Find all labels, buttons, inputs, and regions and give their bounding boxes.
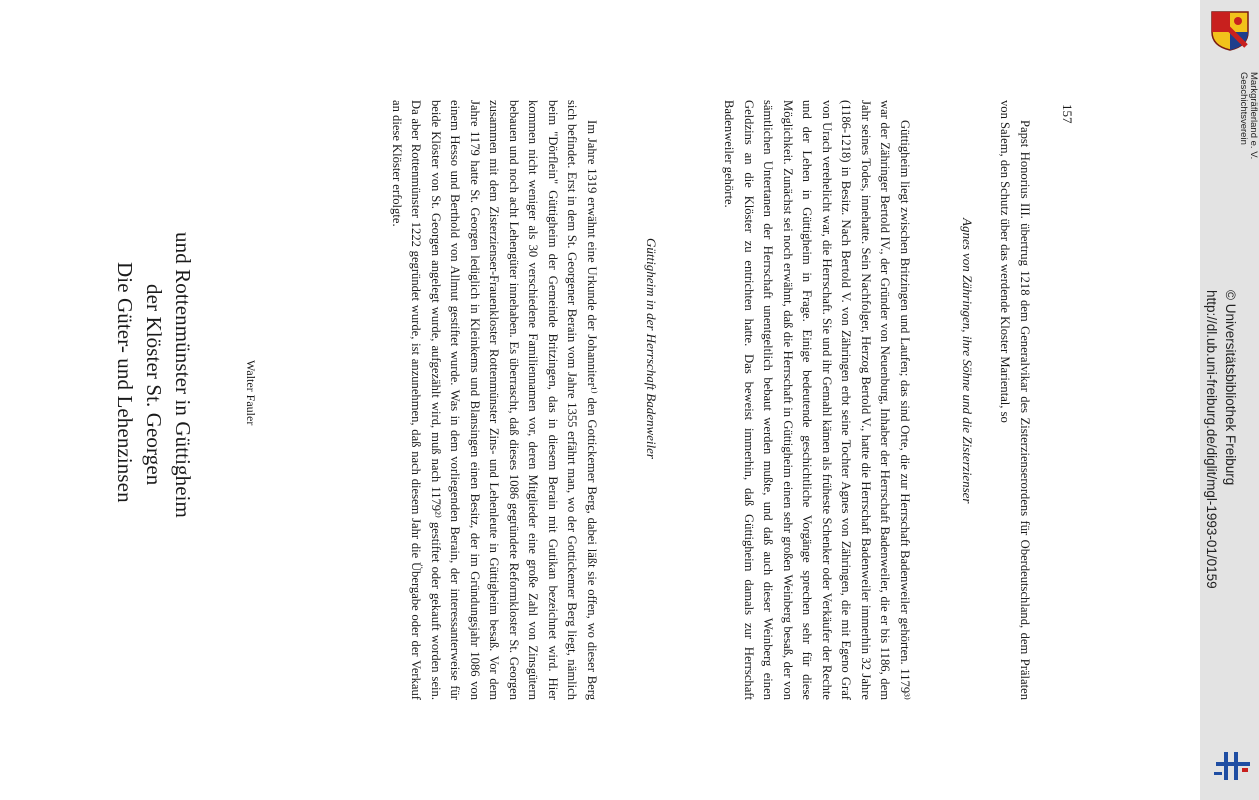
article-title-line-3: und Rottenmünster in Güttigheim (171, 232, 195, 518)
paragraph-badenweiler-text: Güttigheim liegt zwischen Britzingen und Laufen; das sind Orte, die zur Herrschaft Badenweiler gehörten. 1179³⁾ war der Zähringer Bertold IV., der Gründer von Neuenburg, Inhaber der Herrschaft Badenweiler, die er bis 1186, dem Jahr seines Todes, innehatte. Sein Nachfolger, Herzog Bertold V., hatte die Herrschaft Badenweiler immerhin 32 Jahre (1186-1218) in Besitz. Nach Bertold V. von Zähringen erbt seine Tochter Agnes von Zähringen, die mit Egeno Graf von Urach verehelicht war, die Herrschaft. Sie und ihr Gemahl kämen als früheste Schenker oder Verkäufer der Rechte und der Lehen in Güttigheim in Frage. Einige bedeutende geschichtliche Vorgänge sprechen sehr für diese Möglichkeit. Zunächst sei noch erwähnt, daß die Herrschaft in Güttigheim einen sehr großen Weinberg besaß, der von sämtlichen Untertanen der Herrschaft unentgeltlich bebaut werden mußte, und daß auch dieser Weinberg einen Geldzins an die Klöster zu entrichten hatte. Das beweist immerhin, daß Güttigheim damals zur Herrschaft Badenweiler gehörte. (722, 100, 912, 700)
article-title-line-2: der Klöster St. Georgen (142, 284, 166, 486)
article-author: Walter Fauler (244, 360, 258, 426)
ub-freiburg-logo-icon (1210, 748, 1254, 784)
paragraph-intro-text: Im Jahre 1319 erwähnt eine Urkunde der Johanniter¹⁾ den Gottickemer Berg, dabei läßt sie offen, wo dieser Berg sich befindet. Erst in dem St. Georgener Berain vom Jahre 1355 erfährt man, wo der Gottickemer Berg liegt, nämlich beim "Dörflein" Güttigheim der Gemeinde Britzingen, das in diesem Berain mit Gutikan bezeichnet wird. Hier kommen nicht weniger als 30 verschiedene Familiennamen vor, deren Mitglieder eine große Zahl von Zinsgütern bebauen und noch acht Lehengüter innehaben. Es überrascht, daß dieses 1086 gegründete Reformkloster St. Georgen zusammen mit dem Zisterzienser-Frauenkloster Rottenmünster Zins- und Lehenleute in Güttigheim besaß. Vor dem Jahre 1179 hatte St. Georgen lediglich in Kleinkems und Blansingen einen Besitz, der im Gründungsjahr 1086 von einem Hesso und Berthold von Allmut gestiftet wurde. Was in dem vorliegenden Berain, der interessanterweise für beide Klöster von St. Georgen angelegt wurde, aufgezählt wird, muß nach 1179²⁾ gestiftet oder gekauft worden sein. Da aber Rottenmünster 1222 gegründet wurde, ist anzunehmen, daß nach diesem Jahr die Übergabe oder der Verkauf an diese Klöster erfolgte. (390, 100, 599, 700)
paragraph-honorius-text: Papst Honorius III. übertrug 1218 dem Generalvikar des Zisterzienserordens für Oberdeutschland, dem Prälaten von Salem, den Schutz über das werdende Kloster Mariental, so (998, 100, 1032, 700)
coat-of-arms-icon (1208, 8, 1252, 52)
section-heading-agnes: Agnes von Zähringen, ihre Söhne und die Zisterzienser (960, 218, 975, 504)
page-number: 157 (1060, 104, 1075, 124)
article-title-line-1: Die Güter- und Lehenzinsen (113, 262, 137, 503)
library-watermark-strip (1200, 0, 1259, 800)
copyright-notice: © Universitätsbibliothek Freiburg (1223, 290, 1238, 486)
section-heading-badenweiler: Güttigheim in der Herrschaft Badenweiler (644, 238, 659, 459)
org-name-line-2: Markgräflerland e. V. (1248, 72, 1259, 160)
org-name-line-1: Geschichtsverein (1238, 72, 1249, 145)
paragraph-honorius (995, 100, 1034, 700)
paragraph-intro (387, 100, 602, 700)
source-url: http://dl.ub.uni-freiburg.de/diglit/mgl-1993-01/0159 (1204, 290, 1219, 589)
paragraph-badenweiler (719, 100, 914, 700)
